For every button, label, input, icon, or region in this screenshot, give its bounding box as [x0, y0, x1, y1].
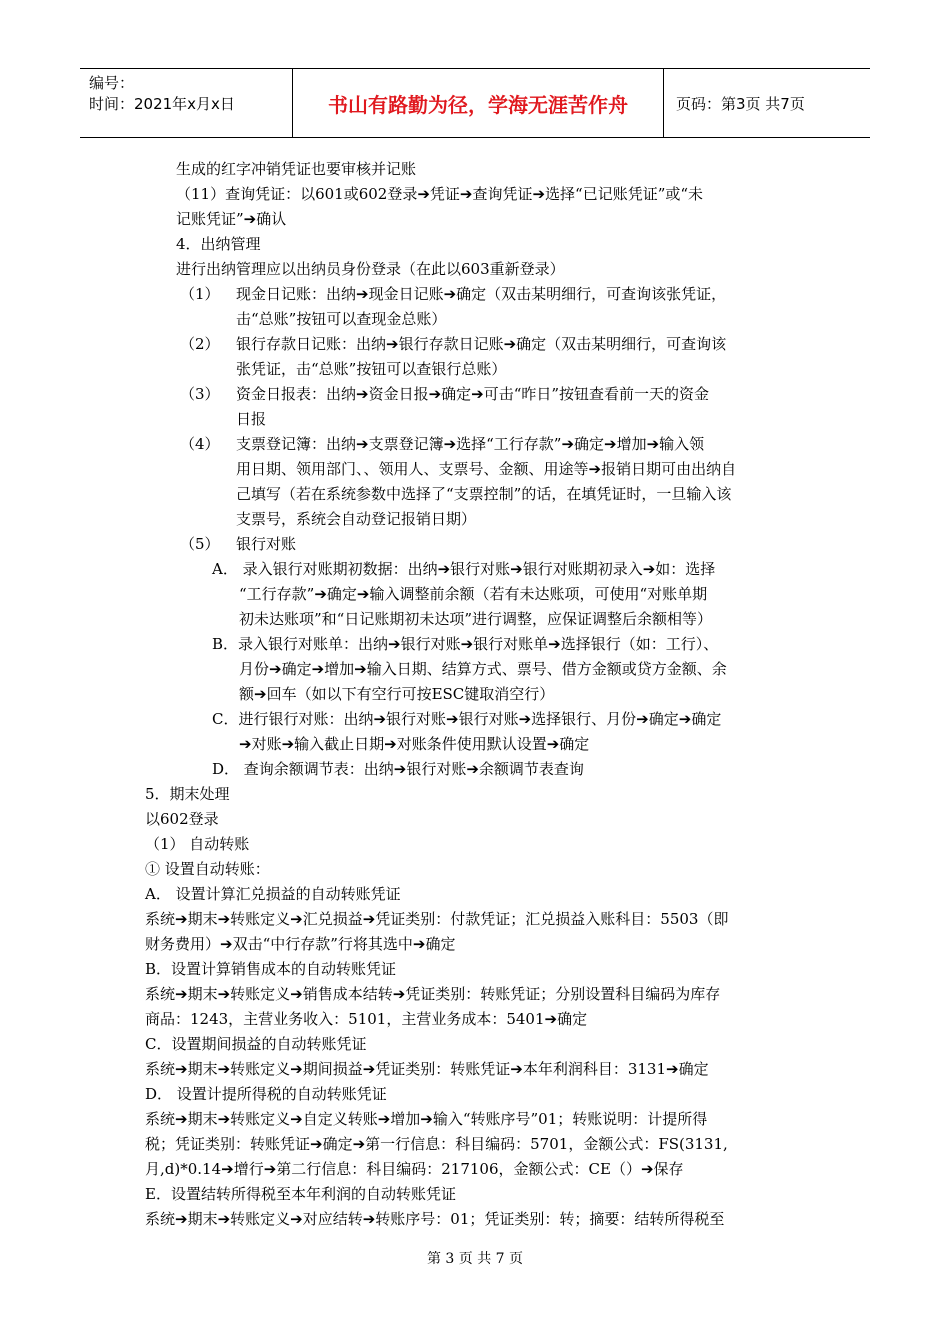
text-line: 系统➔期末➔转账定义➔对应结转➔转账序号：01；凭证类别：转；摘要：结转所得税至: [145, 1210, 725, 1228]
text-line: A． 录入银行对账期初数据：出纳➔银行对账➔银行对账期初录入➔如：选择: [212, 560, 716, 578]
text-line: 支票号，系统会自动登记报销日期）: [236, 510, 477, 528]
text-line: 支票登记簿：出纳➔支票登记簿➔选择“工行存款”➔确定➔增加➔输入领: [236, 435, 705, 453]
text-line: 系统➔期末➔转账定义➔销售成本结转➔凭证类别：转账凭证；分别设置科目编码为库存: [145, 985, 721, 1003]
text-line: 以602登录: [145, 810, 219, 828]
list-number: （3）: [180, 385, 220, 403]
text-line: 己填写（若在系统参数中选择了“支票控制”的话，在填凭证时，一旦输入该: [236, 485, 732, 503]
text-line: D． 查询余额调节表：出纳➔银行对账➔余额调节表查询: [212, 760, 584, 778]
section-heading: 4．出纳管理: [176, 235, 261, 253]
text-line: 月份➔确定➔增加➔输入日期、结算方式、票号、借方金额或贷方金额、余: [239, 660, 727, 678]
text-line: B．录入银行对账单：出纳➔银行对账➔银行对账单➔选择银行（如：工行）、: [212, 635, 719, 653]
text-line: 系统➔期末➔转账定义➔期间损益➔凭证类别：转账凭证➔本年利润科目：3131➔确定: [145, 1060, 709, 1078]
text-line: 进行出纳管理应以出纳员身份登录（在此以603重新登录）: [176, 260, 565, 278]
text-line: 现金日记账：出纳➔现金日记账➔确定（双击某明细行，可查询该张凭证，: [236, 285, 727, 303]
text-line: 击“总账”按钮可以查现金总账）: [236, 310, 447, 328]
text-line: （11）查询凭证：以601或602登录➔凭证➔查询凭证➔选择“已记账凭证”或“未: [176, 185, 704, 203]
text-line: 用日期、领用部门、、领用人、支票号、金额、用途等➔报销日期可由出纳自: [236, 460, 737, 478]
text-line: 记账凭证”➔确认: [176, 210, 287, 228]
text-line: “工行存款”➔确定➔输入调整前余额（若有未达账项，可使用“对账单期: [239, 585, 708, 603]
text-line: 日报: [236, 410, 267, 428]
text-line: 月,d)*0.14➔增行➔第二行信息：科目编码：217106，金额公式：CE（）➔保存: [145, 1160, 684, 1178]
text-line: C．设置期间损益的自动转账凭证: [145, 1035, 367, 1053]
text-line: 税；凭证类别：转账凭证➔确定➔第一行信息：科目编码：5701，金额公式：FS(3131,: [145, 1135, 728, 1153]
text-line: 初未达账项”和“日记账期初未达项”进行调整，应保证调整后余额相等）: [239, 610, 713, 628]
list-number: （2）: [180, 335, 220, 353]
text-line: D． 设置计提所得税的自动转账凭证: [145, 1085, 387, 1103]
text-line: B．设置计算销售成本的自动转账凭证: [145, 960, 397, 978]
text-line: 银行存款日记账：出纳➔银行存款日记账➔确定（双击某明细行，可查询该: [236, 335, 727, 353]
number-label: 编号：: [89, 74, 135, 92]
text-line: 张凭证，击“总账”按钮可以查银行总账）: [236, 360, 507, 378]
header-left-cell: [80, 69, 293, 137]
header-motto: 书山有路勤为径，学海无涯苦作舟: [293, 69, 664, 137]
text-line: 系统➔期末➔转账定义➔自定义转账➔增加➔输入“转账序号”01；转账说明：计提所得: [145, 1110, 708, 1128]
text-line: A． 设置计算汇兑损益的自动转账凭证: [145, 885, 401, 903]
list-number: （1）: [180, 285, 220, 303]
text-line: ➔对账➔输入截止日期➔对账条件使用默认设置➔确定: [239, 735, 590, 753]
text-line: 财务费用）➔双击“中行存款”行将其选中➔确定: [145, 935, 456, 953]
list-number: （4）: [180, 435, 220, 453]
page-footer: 第 3 页 共 7 页: [426, 1251, 524, 1267]
text-line: E．设置结转所得税至本年利润的自动转账凭证: [145, 1185, 456, 1203]
text-line: 银行对账: [236, 535, 297, 553]
text-line: 系统➔期末➔转账定义➔汇兑损益➔凭证类别：付款凭证；汇兑损益入账科目：5503（即: [145, 910, 729, 928]
page-header: [80, 68, 870, 138]
list-number: （5）: [180, 535, 220, 553]
section-heading: 5．期末处理: [145, 785, 230, 803]
text-line: （1） 自动转账: [145, 835, 250, 853]
text-line: 商品：1243，主营业务收入：5101，主营业务成本：5401➔确定: [145, 1010, 588, 1028]
text-line: C．进行银行对账：出纳➔银行对账➔银行对账➔选择银行、月份➔确定➔确定: [212, 710, 722, 728]
text-line: 额➔回车（如以下有空行可按ESC键取消空行）: [239, 685, 555, 703]
text-line: 生成的红字冲销凭证也要审核并记账: [176, 160, 417, 178]
header-page-info: 页码：第3页 共7页: [676, 94, 805, 113]
date-label: 时间：2021年x月x日: [89, 95, 235, 113]
text-line: 资金日报表：出纳➔资金日报➔确定➔可击“昨日”按钮查看前一天的资金: [236, 385, 710, 403]
text-line: ① 设置自动转账：: [145, 860, 270, 878]
